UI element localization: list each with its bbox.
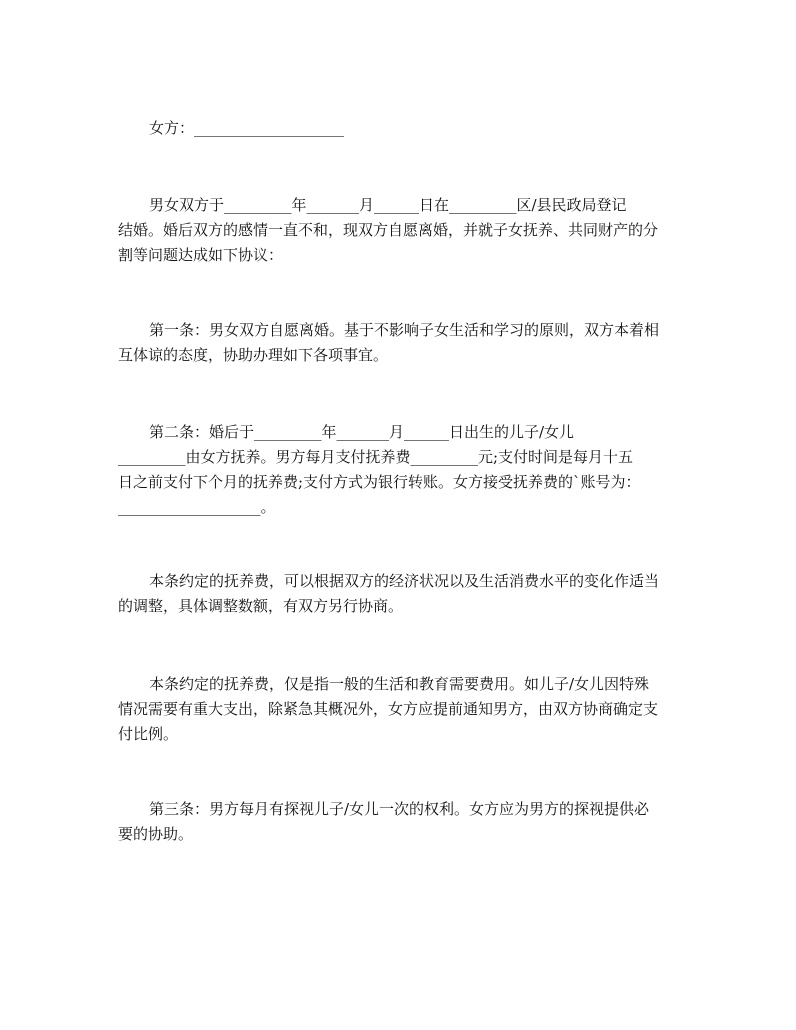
intro-line-3: 割等问题达成如下协议： — [118, 246, 284, 264]
article-2-paragraph — [118, 420, 680, 520]
clause-scope-line-1: 本条约定的抚养费，仅是指一般的生活和教育需要费用。如儿子/女儿因特殊 — [149, 675, 650, 693]
intro-line-2: 结婚。婚后双方的感情一直不和，现双方自愿离婚，并就子女抚养、共同财产的分 — [118, 221, 659, 239]
clause-adjust-paragraph — [118, 569, 680, 619]
party-female-blank: ____________________ — [194, 119, 345, 137]
clause-scope-paragraph — [118, 672, 680, 747]
clause-scope-line-2: 情况需要有重大支出，除紧急其概况外，女方应提前通知男方，由双方协商确定支 — [118, 700, 659, 718]
intro-paragraph — [118, 193, 680, 268]
article-1-line-2: 互体谅的态度，协助办理如下各项事宜。 — [118, 346, 389, 364]
article-2-line-1: 第二条：婚后于_________年_______月______日出生的儿子/女儿 — [149, 423, 575, 441]
clause-scope-line-3: 付比例。 — [118, 725, 179, 743]
clause-adjust-line-2: 的调整，具体调整数额，有双方另行协商。 — [118, 597, 404, 615]
intro-line-1: 男女双方于_________年_______月______日在_________区/县民政局登记 — [149, 196, 627, 214]
article-3-paragraph — [118, 797, 680, 847]
article-3-line-1: 第三条：男方每月有探视儿子/女儿一次的权利。女方应为男方的探视提供必 — [149, 800, 650, 818]
article-2-line-3: 日之前支付下个月的抚养费;支付方式为银行转账。女方接受抚养费的`账号为： — [118, 473, 641, 491]
party-female-line — [118, 116, 680, 141]
article-2-line-4: ___________________。 — [118, 498, 276, 516]
article-1-paragraph — [118, 318, 680, 368]
article-3-line-2: 要的协助。 — [118, 825, 194, 843]
party-female-label: 女方： — [149, 119, 195, 137]
article-1-line-1: 第一条：男女双方自愿离婚。基于不影响子女生活和学习的原则，双方本着相 — [149, 321, 660, 339]
article-2-line-2: _________由女方抚养。男方每月支付抚养费_________元;支付时间是每月十五 — [118, 448, 634, 466]
clause-adjust-line-1: 本条约定的抚养费，可以根据双方的经济状况以及生活消费水平的变化作适当 — [149, 572, 660, 590]
